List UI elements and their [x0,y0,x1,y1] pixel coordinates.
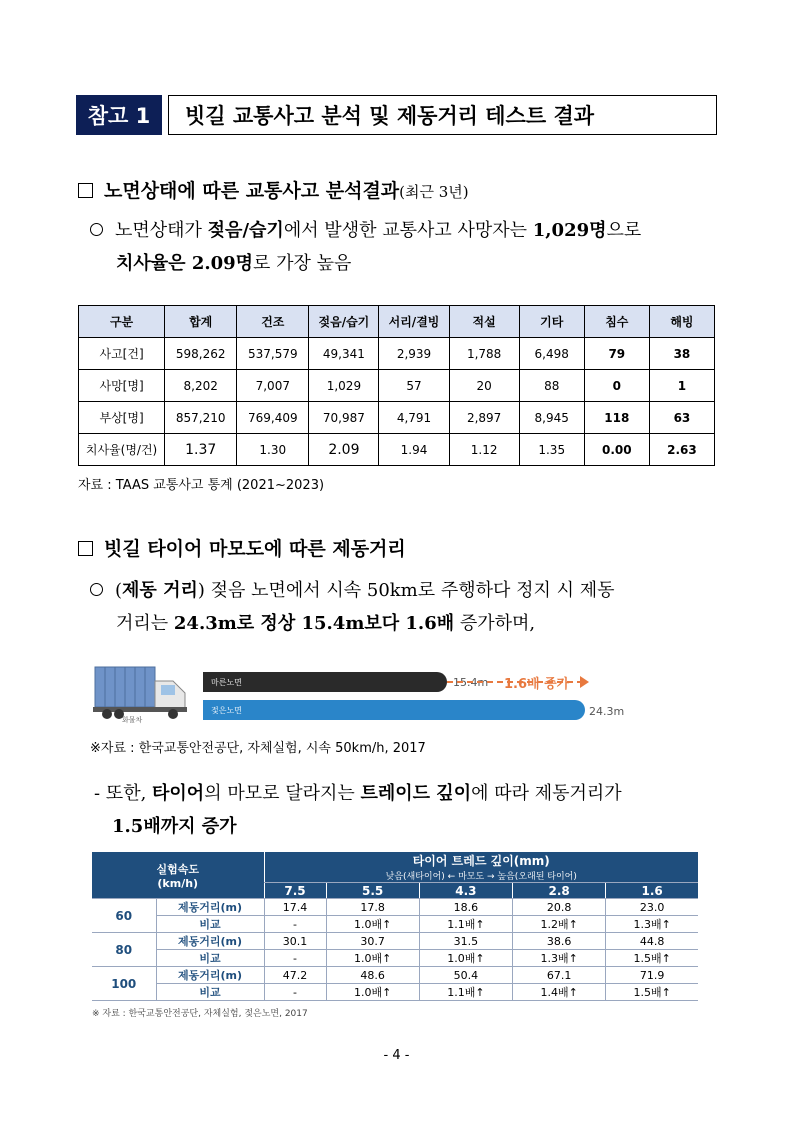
depth-col-header: 5.5 [326,883,419,899]
row-label: 비교 [156,916,264,933]
depth-col-header: 1.6 [606,883,698,899]
table-row [92,916,698,933]
depth-col-header: 4.3 [419,883,512,899]
truck-icon [93,663,193,733]
page-title-block [76,95,717,135]
table1-source: 자료 : TAAS 교통사고 통계 (2021~2023) [78,478,325,493]
figure-source: ※자료 : 한국교통안전공단, 자체실험, 시속 50km/h, 2017 [90,741,426,756]
bullet-text: 증가하며, [454,613,536,634]
bullet-emph: 1.5배까지 증가 [112,816,237,837]
table-cell: 38 [649,338,714,370]
table-cell: 1.37 [165,434,237,466]
table-header-cell: 서리/결빙 [379,306,449,338]
table-header-cell: 구분 [79,306,165,338]
depth-header: 타이어 트레드 깊이(mm) [412,854,550,868]
table-cell: 1.0배↑ [326,950,419,967]
table-cell: 31.5 [419,933,512,950]
circle-bullet-icon [90,223,103,236]
table-row [92,967,698,984]
bullet-text: 으로 [606,220,642,241]
page-number: - 4 - [383,1048,410,1063]
table-row [92,950,698,967]
table-cell: 17.4 [264,899,326,916]
speed-cell: 80 [92,933,156,967]
row-label: 비교 [156,950,264,967]
table-cell: 1.5배↑ [606,984,698,1001]
table-cell: 6,498 [519,338,584,370]
table-cell: 1.0배↑ [419,950,512,967]
bullet-text: - 또한, [94,783,153,804]
table2-source: ※ 자료 : 한국교통안전공단, 자체실험, 젖은노면, 2017 [92,1009,308,1019]
table-row [79,402,715,434]
table-cell: 20.8 [513,899,606,916]
row-label: 비교 [156,984,264,1001]
bullet-emph: 제동 거리 [122,580,198,601]
bullet-emph: 치사율은 2.09명 [116,253,254,274]
table-cell: 63 [649,402,714,434]
section-heading-1-sub: (최근 3년) [399,183,469,201]
bullet-accident-summary [90,214,720,280]
wet-road-value: 24.3m [589,705,625,718]
table-cell: 부상[명] [79,402,165,434]
table-row [79,338,715,370]
table-row [79,434,715,466]
table-cell: 23.0 [606,899,698,916]
bullet-text: ( [115,580,123,601]
table-cell: - [264,950,326,967]
bullet-text: 에 따라 제동거리가 [471,783,622,804]
table-header-cell: 건조 [237,306,309,338]
table-cell: 1.94 [379,434,449,466]
table-cell: 사고[건] [79,338,165,370]
table-cell: 49,341 [309,338,379,370]
table-cell: 1.1배↑ [419,984,512,1001]
table-cell: 1,029 [309,370,379,402]
table-cell: 사망[명] [79,370,165,402]
bullet-text: 의 마모로 달라지는 [204,783,361,804]
speed-cell: 100 [92,967,156,1001]
table-cell: 67.1 [513,967,606,984]
increase-label: 1.6배 증가 [504,677,570,692]
table-cell: 8,202 [165,370,237,402]
speed-cell: 60 [92,899,156,933]
table-cell: 2,939 [379,338,449,370]
section-heading-2-text: 빗길 타이어 마모도에 따른 제동거리 [104,538,406,560]
table-cell: 1.1배↑ [419,916,512,933]
table-cell: 1.3배↑ [513,950,606,967]
table-cell: 857,210 [165,402,237,434]
row-label: 제동거리(m) [156,899,264,916]
dry-road-label: 마른노면 [211,677,242,687]
table-row [92,984,698,1001]
table-cell: 71.9 [606,967,698,984]
table-cell: 1 [649,370,714,402]
table-cell: 1.35 [519,434,584,466]
table-cell: 1.12 [449,434,519,466]
circle-bullet-icon [90,583,103,596]
table-cell: 20 [449,370,519,402]
table-cell: 8,945 [519,402,584,434]
table-cell: 0.00 [584,434,649,466]
table-header-cell: 합계 [165,306,237,338]
bullet-emph: 젖음/습기 [207,220,284,241]
table-cell: 38.6 [513,933,606,950]
table-cell: 88 [519,370,584,402]
bullet-emph: 24.3m로 정상 15.4m보다 1.6배 [173,613,455,634]
dry-road-bar [203,672,447,692]
table-cell: 30.7 [326,933,419,950]
section-heading-1-text: 노면상태에 따른 교통사고 분석결과 [104,180,400,202]
table-cell: 47.2 [264,967,326,984]
table-cell: - [264,916,326,933]
page-title: 빗길 교통사고 분석 및 제동거리 테스트 결과 [168,95,717,135]
depth-header-cell [264,852,698,883]
table-cell: 2.63 [649,434,714,466]
dry-road-value: 15.4m [453,676,489,689]
table-header-cell: 침수 [584,306,649,338]
table-cell: 1,788 [449,338,519,370]
table-header-cell: 젖음/습기 [309,306,379,338]
accident-table [78,305,715,466]
table-cell: - [264,984,326,1001]
table-header-cell: 적설 [449,306,519,338]
row-label: 제동거리(m) [156,967,264,984]
square-bullet-icon [78,541,93,556]
bullet-text: 노면상태가 [115,220,208,241]
table-cell: 1.30 [237,434,309,466]
table-header-row [79,306,715,338]
wet-road-bar [203,700,585,720]
table-cell: 1.2배↑ [513,916,606,933]
speed-header: 실험속도 (km/h) [92,852,264,899]
square-bullet-icon [78,183,93,198]
table-cell: 1.0배↑ [326,916,419,933]
bullet-text: 에서 발생한 교통사고 사망자는 [283,220,533,241]
bullet-emph: 1,029명 [532,220,607,241]
table-cell: 1.4배↑ [513,984,606,1001]
table-cell: 2,897 [449,402,519,434]
table-cell: 2.09 [309,434,379,466]
bullet-text: ) 젖음 노면에서 시속 50km로 주행하다 정지 시 제동 [197,580,615,601]
bullet-emph: 타이어 [152,783,205,804]
truck-label: 화물차 [122,716,143,724]
depth-subheader: 낮음(새타이어) ← 마모도 → 높음(오래된 타이어) [385,872,577,882]
row-label: 제동거리(m) [156,933,264,950]
arrow-head-icon [580,676,589,688]
table-cell: 0 [584,370,649,402]
table-cell: 537,579 [237,338,309,370]
section-heading-2 [78,534,406,561]
bullet-braking-distance [90,574,720,640]
tread-depth-table [92,852,698,1001]
wet-road-label: 젖은노면 [211,705,242,715]
depth-col-header: 2.8 [513,883,606,899]
table-cell: 치사율(명/건) [79,434,165,466]
bullet-text: 로 가장 높음 [253,253,352,274]
table-cell: 7,007 [237,370,309,402]
table-row [79,370,715,402]
bullet-text: 거리는 [116,613,174,634]
table-header-cell: 기타 [519,306,584,338]
table-cell: 18.6 [419,899,512,916]
table-cell: 1.3배↑ [606,916,698,933]
table-row [92,899,698,916]
table-cell: 48.6 [326,967,419,984]
table-cell: 17.8 [326,899,419,916]
table-cell: 44.8 [606,933,698,950]
title-tag: 참고 1 [76,95,162,135]
table-cell: 118 [584,402,649,434]
table-cell: 79 [584,338,649,370]
table-cell: 4,791 [379,402,449,434]
bullet-emph: 트레이드 깊이 [360,783,472,804]
section-heading-1 [78,176,469,203]
table-cell: 598,262 [165,338,237,370]
table-cell: 1.5배↑ [606,950,698,967]
table-cell: 769,409 [237,402,309,434]
table-cell: 70,987 [309,402,379,434]
table-cell: 50.4 [419,967,512,984]
depth-col-header: 7.5 [264,883,326,899]
table-cell: 57 [379,370,449,402]
table-cell: 30.1 [264,933,326,950]
table-cell: 1.0배↑ [326,984,419,1001]
dash-point [94,777,724,843]
table-row [92,933,698,950]
table-header-cell: 해빙 [649,306,714,338]
